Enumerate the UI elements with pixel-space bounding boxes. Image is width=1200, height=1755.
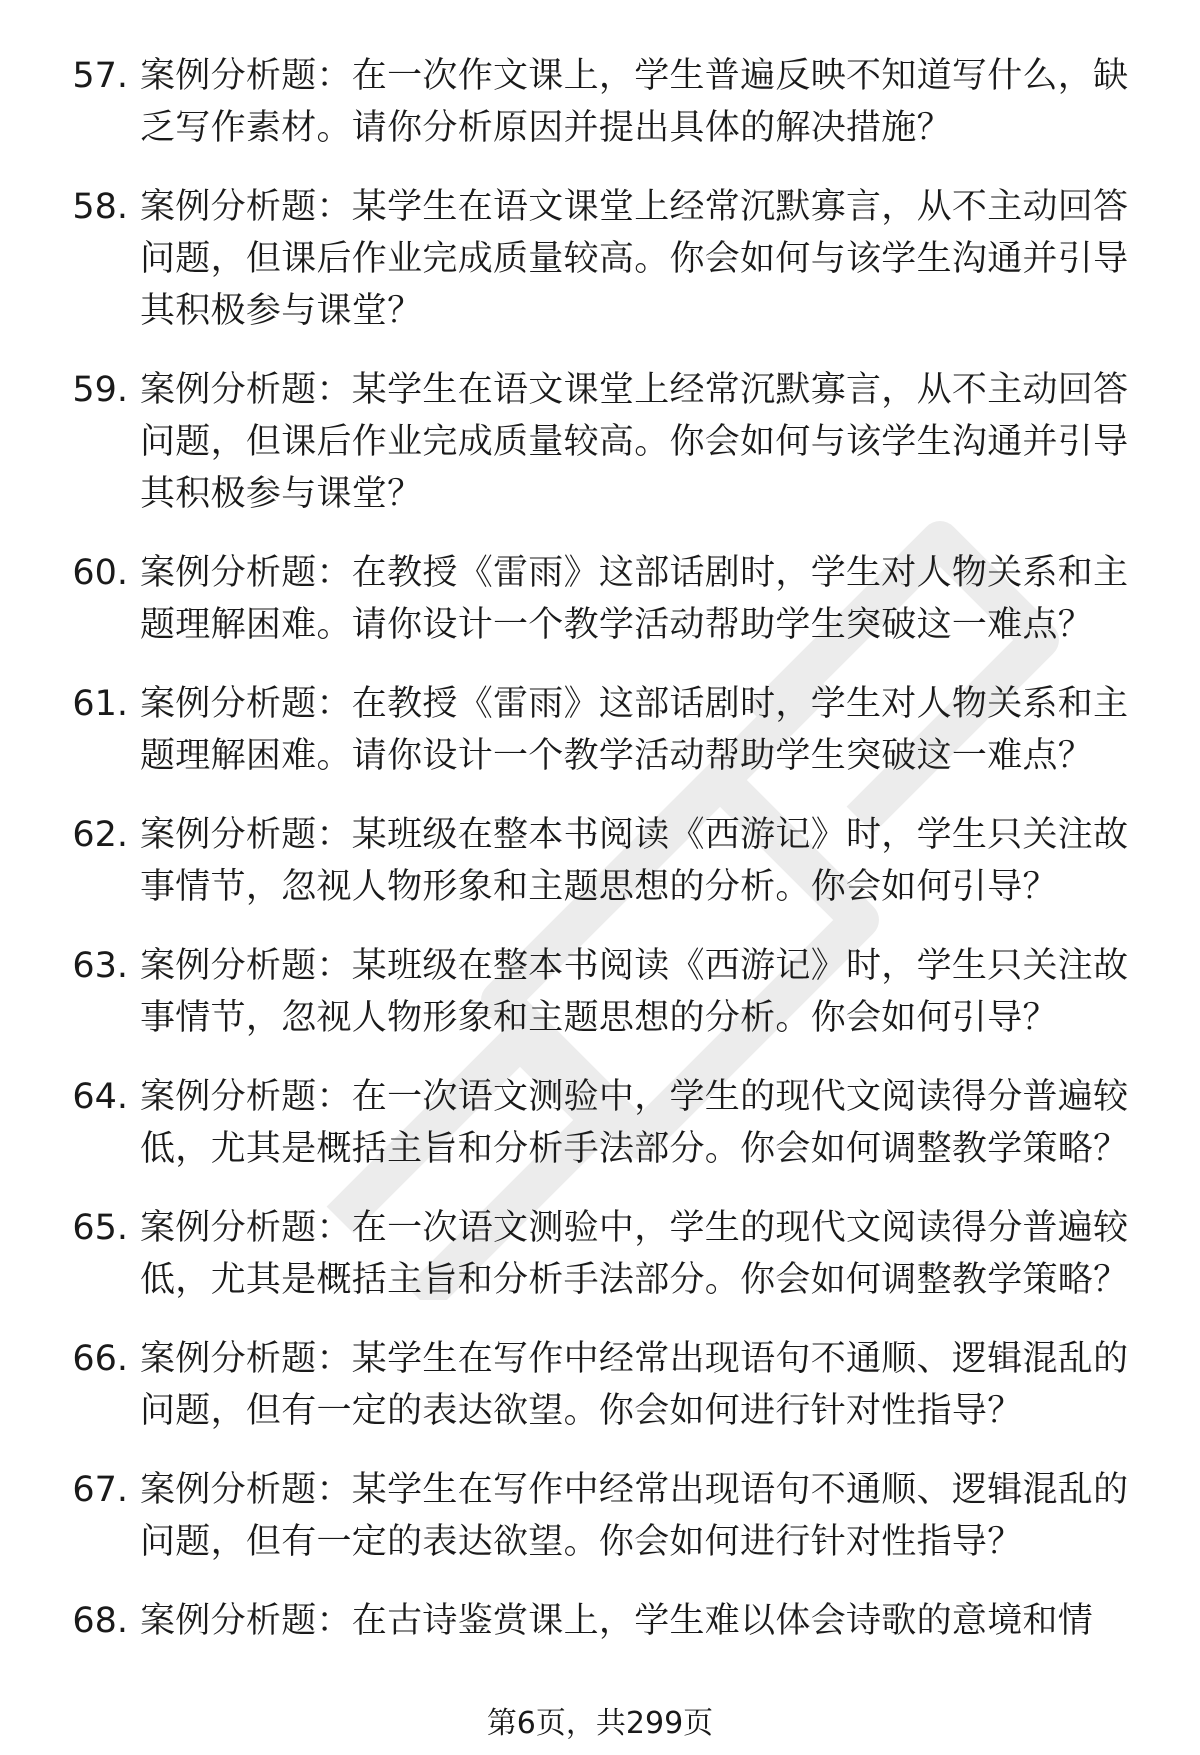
list-item [0, 1595, 1200, 1647]
question-number: 64. [72, 1077, 128, 1117]
question-text: 案例分析题：某班级在整本书阅读《西游记》时，学生只关注故事情节，忽视人物形象和主题思想的分析。你会如何引导？ [140, 815, 1129, 907]
question-number: 60. [72, 553, 128, 593]
question-text: 案例分析题：在教授《雷雨》这部话剧时，学生对人物关系和主题理解困难。请你设计一个教学活动帮助学生突破这一难点？ [140, 684, 1129, 776]
question-number: 57. [72, 56, 128, 96]
question-number: 61. [72, 684, 128, 724]
list-item [0, 181, 1200, 337]
question-text: 案例分析题：某学生在语文课堂上经常沉默寡言，从不主动回答问题，但课后作业完成质量较高。你会如何与该学生沟通并引导其积极参与课堂？ [140, 370, 1129, 514]
question-text: 案例分析题：某学生在写作中经常出现语句不通顺、逻辑混乱的问题，但有一定的表达欲望。你会如何进行针对性指导？ [140, 1470, 1129, 1562]
question-number: 63. [72, 946, 128, 986]
question-text: 案例分析题：在古诗鉴赏课上，学生难以体会诗歌的意境和情 [140, 1601, 1094, 1641]
list-item [0, 940, 1200, 1044]
question-number: 58. [72, 187, 128, 227]
list-item [0, 1333, 1200, 1437]
question-number: 66. [72, 1339, 128, 1379]
question-text: 案例分析题：在一次作文课上，学生普遍反映不知道写什么，缺乏写作素材。请你分析原因并提出具体的解决措施？ [140, 56, 1129, 148]
question-text: 案例分析题：某学生在写作中经常出现语句不通顺、逻辑混乱的问题，但有一定的表达欲望。你会如何进行针对性指导？ [140, 1339, 1129, 1431]
list-item [0, 547, 1200, 651]
question-text: 案例分析题：在教授《雷雨》这部话剧时，学生对人物关系和主题理解困难。请你设计一个教学活动帮助学生突破这一难点？ [140, 553, 1129, 645]
list-item [0, 1071, 1200, 1175]
question-text: 案例分析题：在一次语文测验中，学生的现代文阅读得分普遍较低，尤其是概括主旨和分析手法部分。你会如何调整教学策略？ [140, 1208, 1129, 1300]
list-item [0, 1464, 1200, 1568]
list-item [0, 50, 1200, 154]
question-text: 案例分析题：某学生在语文课堂上经常沉默寡言，从不主动回答问题，但课后作业完成质量较高。你会如何与该学生沟通并引导其积极参与课堂？ [140, 187, 1129, 331]
question-number: 59. [72, 370, 128, 410]
list-item [0, 364, 1200, 520]
question-text: 案例分析题：某班级在整本书阅读《西游记》时，学生只关注故事情节，忽视人物形象和主题思想的分析。你会如何引导？ [140, 946, 1129, 1038]
question-number: 65. [72, 1208, 128, 1248]
list-item [0, 678, 1200, 782]
question-number: 62. [72, 815, 128, 855]
question-number: 67. [72, 1470, 128, 1510]
page-number: 第6页，共299页 [486, 1706, 714, 1741]
list-item [0, 809, 1200, 913]
question-number: 68. [72, 1601, 128, 1641]
question-list [0, 50, 1200, 1674]
list-item [0, 1202, 1200, 1306]
question-text: 案例分析题：在一次语文测验中，学生的现代文阅读得分普遍较低，尤其是概括主旨和分析手法部分。你会如何调整教学策略？ [140, 1077, 1129, 1169]
